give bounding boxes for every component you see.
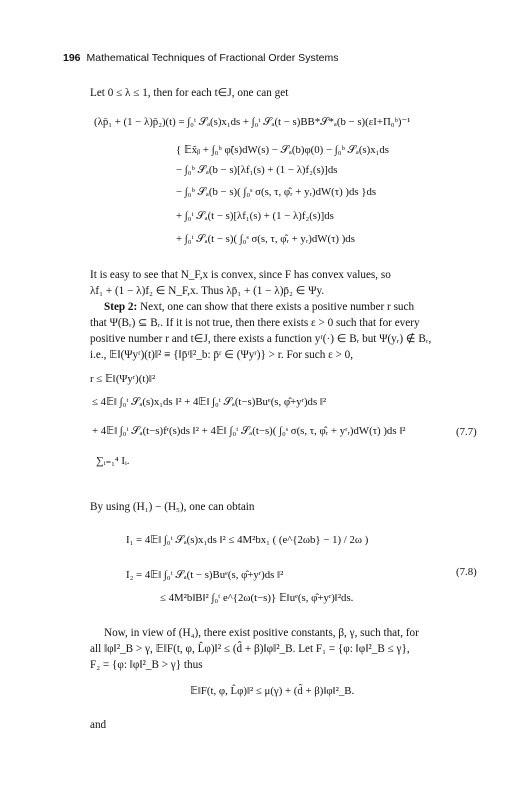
running-title: Mathematical Techniques of Fractional Order Systems <box>86 52 339 64</box>
running-header <box>63 52 338 64</box>
paragraph-convexity-1: It is easy to see that N_F,x is convex, since F has convex values, so <box>90 269 391 281</box>
equation-1-line-6: + ∫₀ᵗ 𝒮ₐ(t − s)( ∫₀ˢ σ(s, τ, φ̂ᵣ + yᵣ)dW(τ) )ds <box>176 233 355 245</box>
step-2-line-3: positive number r and t∈J, there exists a function yʳ(·) ∈ Bᵣ but Ψ(yᵣ) ∉ Bᵣ, <box>90 333 432 345</box>
step-2-line-2: that Ψ(Bᵣ) ⊆ Bᵣ. If it is not true, then there exists ε > 0 such that for every <box>90 317 420 329</box>
paragraph-view-h4-3: F₂ = {φ: ‖φ‖²_B > γ} thus <box>90 659 203 671</box>
paragraph-and: and <box>90 719 107 731</box>
step-2-label: Step 2: <box>104 301 138 313</box>
paragraph-view-h4-1: Now, in view of (H₄), there exist positive constants, β, γ, such that, for <box>104 627 419 639</box>
equation-1-line-3: − ∫₀ᵇ 𝒮ₐ(b − s)[λf₁(s) + (1 − λ)f₂(s)]ds <box>176 164 338 176</box>
paragraph-using-assumptions: By using (H₁) − (H₅), one can obtain <box>90 501 255 513</box>
equation-2-line-3: + 4𝔼‖ ∫₀ᵗ 𝒮ₐ(t−s)fʳ(s)ds ‖² + 4𝔼‖ ∫₀ᵗ 𝒮ₐ(t−s)( ∫₀ˢ σ(s, τ, φ̂ᵣ + yʳᵣ)dW(τ) )ds ‖² <box>92 425 406 437</box>
equation-2-line-1: r ≤ 𝔼‖(Ψyʳ)(t)‖² <box>90 373 156 385</box>
equation-1-line-5: + ∫₀ᵗ 𝒮ₐ(t − s)[λf₁(s) + (1 − λ)f₂(s)]ds <box>176 210 334 222</box>
equation-number-7-7: (7.7) <box>456 426 477 438</box>
equation-2-line-4: ∑ᵢ₌₁⁴ Iᵢ. <box>96 455 130 467</box>
paragraph-convexity-2: λf₁ + (1 − λ)f₂ ∈ N_F,x. Thus λp̄₁ + (1 − λ)p̄₂ ∈ Ψy. <box>90 285 325 297</box>
equation-1-line-4: − ∫₀ᵇ 𝒮ₐ(b − s)( ∫₀ˢ σ(s, τ, φ̂ᵣ + yᵣ)dW(τ) )ds }ds <box>176 186 377 198</box>
equation-3-line-3: ≤ 4M²b‖B‖² ∫₀ᵗ e^{2ω(t−s)} 𝔼‖uᵉ(s, φ̂+yʳ)‖²ds. <box>160 592 354 604</box>
paragraph-view-h4-2: all ‖φ‖²_B > γ, 𝔼‖F(t, φ, L̂φ)‖² ≤ (d̂ + β)‖φ‖²_B. Let F₁ = {φ: ‖φ‖²_B ≤ γ}, <box>90 643 410 655</box>
equation-number-7-8: (7.8) <box>456 566 477 578</box>
page-number: 196 <box>63 52 81 64</box>
equation-4: 𝔼‖F(t, φ, L̂φ)‖² ≤ μ(γ) + (d̂ + β)‖φ‖²_B. <box>190 685 355 697</box>
intro-sentence: Let 0 ≤ λ ≤ 1, then for each t∈J, one can get <box>90 87 289 99</box>
step-2-line-1: Step 2: Next, one can show that there exists a positive number r such <box>104 301 415 313</box>
equation-1-line-2: { 𝔼x̃ᵦ + ∫₀ᵇ φ̃(s)dW(s) − 𝒮ₐ(b)φ(0) − ∫₀ᵇ 𝒮ₐ(s)x₁ds <box>176 144 389 156</box>
equation-2-line-2: ≤ 4𝔼‖ ∫₀ᵗ 𝒮ₐ(s)x₁ds ‖² + 4𝔼‖ ∫₀ᵗ 𝒮ₐ(t−s)Buᵉ(s, φ̂+yʳ)ds ‖² <box>92 396 327 408</box>
equation-3-line-2: I₂ = 4𝔼‖ ∫₀ᵗ 𝒮ₐ(t − s)Buᵉ(s, φ̂+yʳ)ds ‖² <box>126 569 284 581</box>
equation-1-line-1: (λp̄₁ + (1 − λ)p̄₂)(t) = ∫₀ᵗ 𝒮ₐ(s)x₁ds + ∫₀ᵗ 𝒮ₐ(t − s)BB*𝒮*ₐ(b − s)(εI+Π₀ᵇ)⁻¹ <box>94 116 411 128</box>
step-2-line-4: i.e., 𝔼‖(Ψyʳ)(t)‖² ≡ {‖p̄ʳ‖²_b: p̄ʳ ∈ (Ψyʳ)} > r. For such ε > 0, <box>90 349 354 361</box>
equation-3-line-1: I₁ = 4𝔼‖ ∫₀ᵗ 𝒮ₐ(s)x₁ds ‖² ≤ 4M²bx₁ ( (e^{2ωb} − 1) / 2ω ) <box>126 534 369 546</box>
